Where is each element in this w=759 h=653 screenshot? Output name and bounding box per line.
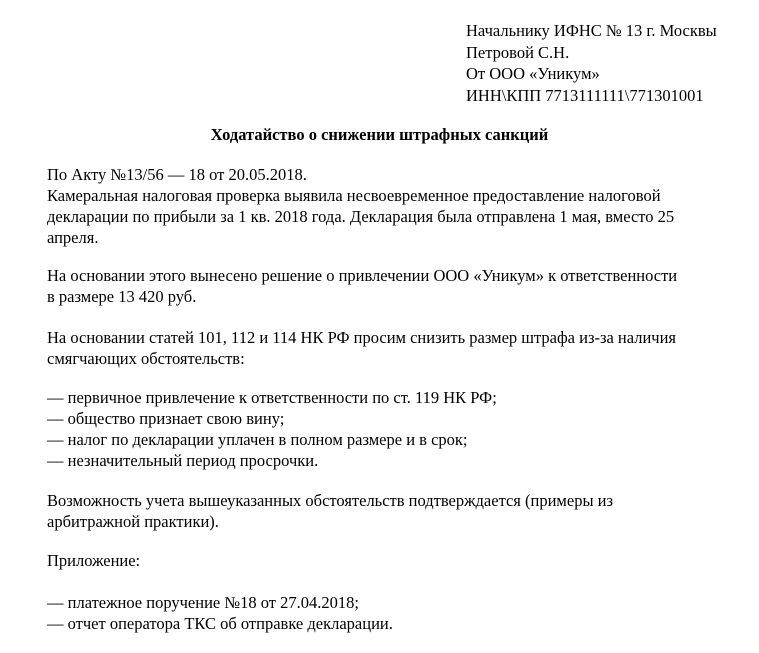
intro-paragraph — [47, 164, 747, 248]
list-item: — первичное привлечение к ответственности по ст. 119 НК РФ; — [47, 388, 497, 407]
request-line: На основании статей 101, 112 и 114 НК РФ просим снизить размер штрафа из-за наличия — [47, 328, 677, 347]
intro-line: апреля. — [47, 228, 99, 247]
list-item: — отчет оператора ТКС об отправке декларации. — [47, 614, 393, 633]
intro-line: Камеральная налоговая проверка выявила несвоевременное предоставление налоговой — [47, 186, 661, 205]
attachment-heading-text: Приложение: — [47, 551, 141, 570]
addressee-name: Петровой С.Н. — [466, 42, 570, 62]
addressee-block — [466, 20, 756, 106]
request-paragraph — [47, 327, 747, 369]
circumstances-list — [47, 387, 747, 471]
document-title: Ходатайство о снижении штрафных санкций — [210, 125, 549, 144]
addressee-inn-kpp: ИНН\КПП 7713111111\771301001 — [466, 85, 704, 105]
addressee-sender: От ООО «Уникум» — [466, 64, 600, 83]
confirmation-paragraph — [47, 490, 747, 532]
attachment-heading — [47, 550, 747, 571]
attachments-list — [47, 592, 747, 634]
list-item: — налог по декларации уплачен в полном размере и в срок; — [47, 430, 468, 449]
confirmation-line: Возможность учета вышеуказанных обстоятельств подтверждается (примеры из — [47, 491, 614, 510]
intro-line: декларации по прибыли за 1 кв. 2018 года. Декларация была отправлена 1 мая, вместо 25 — [47, 207, 675, 226]
request-line: смягчающих обстоятельств: — [47, 349, 245, 368]
decision-line: На основании этого вынесено решение о привлечении ООО «Уникум» к ответственности — [47, 266, 678, 285]
decision-paragraph — [47, 265, 747, 307]
list-item: — платежное поручение №18 от 27.04.2018; — [47, 593, 359, 612]
confirmation-line: арбитражной практики). — [47, 512, 219, 531]
list-item: — незначительный период просрочки. — [47, 451, 319, 470]
addressee-recipient: Начальнику ИФНС № 13 г. Москвы — [466, 21, 717, 40]
intro-line: По Акту №13/56 — 18 от 20.05.2018. — [47, 165, 307, 184]
list-item: — общество признает свою вину; — [47, 409, 285, 428]
decision-line: в размере 13 420 руб. — [47, 287, 197, 306]
